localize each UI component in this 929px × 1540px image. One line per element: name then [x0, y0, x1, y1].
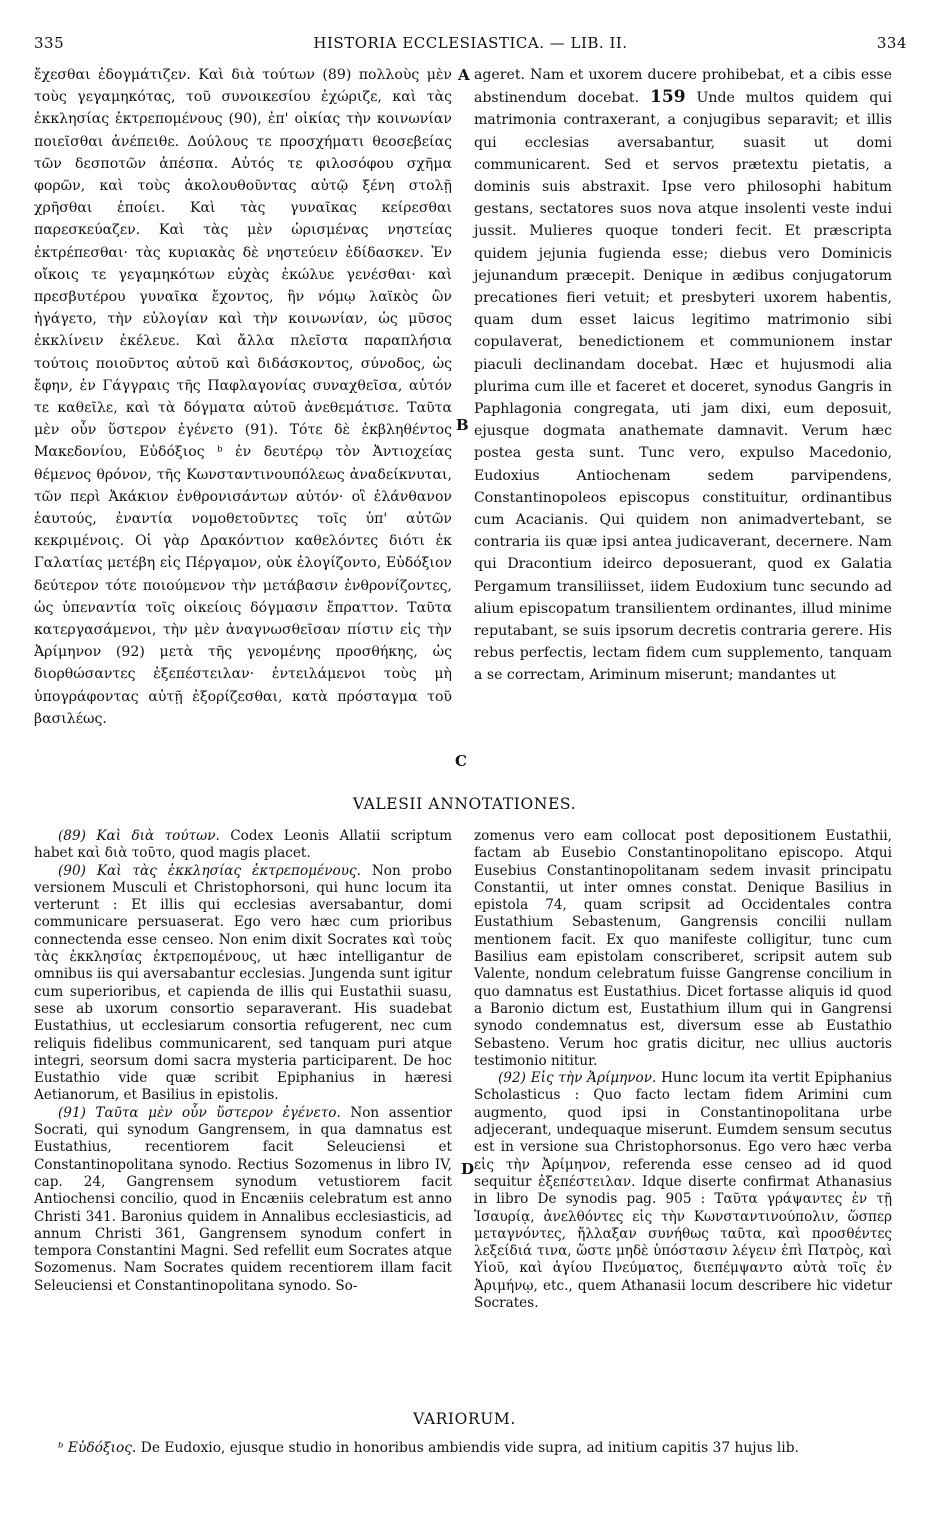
section-title-valesii: VALESII ANNOTATIONES.: [352, 795, 577, 813]
margin-marker-b: B: [456, 416, 469, 434]
greek-text-column: [34, 64, 452, 730]
margin-marker-a: A: [458, 66, 470, 84]
note-text: Non assentior Socrati, qui synodum Gangrensem, in qua damnatus est Eustathius, recentiorem facit Seleuciensi et Constantinopolitana synodo. Rectius Sozomenus in libro IV, cap. 24, Gangrensem synodum vetustiorem facit Antiochensi concilio, quod in Encæniis celebratum est anno Christi 341. Baronius quidem in Annalibus ecclesiasticis, ad annum Christi 361, Gangrensem synodum confert in tempora Constantini Magni. Sed refellit eum Socrates atque Sozomenus. Nam Socrates quidem recentiorem illam facit Seleuciensi et Constantinopolitana synodo. So-: [34, 1104, 452, 1294]
variorum-paragraph: [34, 1440, 892, 1458]
edition-page-number: 159: [650, 87, 686, 108]
variorum-text: De Eudoxio, ejusque studio in honoribus ambiendis vide supra, ad initium capitis 37 hujus lib.: [140, 1440, 799, 1456]
section-title-variorum: VARIORUM.: [413, 1410, 516, 1428]
notes-right-column: [474, 828, 892, 1312]
note-91: [34, 1105, 452, 1295]
note-lemma: (90) Καὶ τὰς ἐκκλησίας ἐκτρεπομένους.: [58, 862, 361, 879]
note-text: Codex Leonis Allatii scriptum habet καὶ διὰ τοῦτο, quod magis placet.: [34, 828, 452, 862]
latin-text-rest: Unde multos quidem qui matrimonia contraxerant, a conjugibus separavit; et illis qui ecclesias aversabantur, suasit ut domi communicarent. Sed et servos prætextu pietatis, a dominis suis abstraxit. Ipse vero philosophi habitum gestans, sectatores suos nova atque insolenti veste indui jussit. Mulieres quoque tonderi fecit. Et præscripta quidem jejunia fugienda esse; diebus vero Dominicis jejunandum præcepit. Denique in ædibus conjugatorum precationes fieri vetuit; et presbyteri uxorem habentis, quam dum esset laicus legitimo matrimonio sibi copulaverat, benedictionem et communionem instar piaculi declinandam docebat. Hæc et hujusmodi alia plurima cum ille et faceret et doceret, synodus Gangris in Paphlagonia congregata, uti jam dixi, eum deposuit, ejusque dogmata anathemate damnavit. Verum hæc postea gesta sunt. Tunc vero, expulso Macedonio, Eudoxius Antiochenam sedem parvipendens, Constantinopoleos episcopus constituitur, ordinantibus cum Acacianis. Qui quidem non animadvertebant, se contraria iis quæ ipsi antea judicaverant, decernere. Nam qui Dracontium ideirco deposuerant, quod ex Galatia Pergamum transiliisset, iidem Eudoxium tunc secundo ad alium episcopatum transilientem ordinantes, illud minime reputabant, se suis ipsorum decretis contraria gerere. His rebus perfectis, lectam fidem cum supplemento, tanquam a se correctam, Ariminum miserunt; mandantes ut: [474, 90, 892, 684]
note-90: [34, 863, 452, 1105]
note-lemma: (89) Καὶ διὰ τούτων.: [58, 828, 220, 844]
page-number-right: 334: [876, 34, 907, 52]
variorum-note: [34, 1440, 892, 1458]
margin-marker-d: D: [461, 1160, 475, 1178]
latin-text-start: ageret. Nam et uxorem ducere prohibebat, et a cibis esse abstinendum docebat.: [474, 67, 892, 107]
latin-text-column: [474, 64, 892, 687]
note-89: [34, 828, 452, 863]
note-91-continued: zomenus vero eam collocat post depositionem Eustathii, factam ab Eusebio Constantinopolitano episcopo. Atqui Eusebius Constantinopolitanam sedem invasit principatu Constantii, ut inter omnes constat. Denique Basilius in epistola 74, quam scripsit ad Occidentales contra Eustathium Sebastenum, Gangrensis concilii nullam mentionem facit. Ex quo manifeste colligitur, tunc cum Basilius eam epistolam conscriberet, scripsit autem sub Valente, nondum celebratum fuisse Gangrense concilium in quo damnatus est Eustathius. Dicet fortasse aliquis id quod a Baronio dictum est, Eustathium illum qui in Gangrensi synodo condemnatus est, diversum esse ab Eustathio Sebasteno. Verum hoc gratis dicitur, nec ullius auctoris testimonio nititur.: [474, 828, 892, 1069]
note-92: [474, 1070, 892, 1312]
margin-marker-c: C: [455, 752, 467, 770]
running-header: [34, 34, 907, 56]
variorum-lemma: ᵇ Εὐδόξιος.: [58, 1440, 137, 1456]
note-lemma: (92) Εἰς τὴν Ἀρίμηνον.: [498, 1070, 657, 1087]
page-number-left: 335: [34, 34, 65, 52]
notes-left-column: [34, 828, 452, 1295]
greek-paragraph: ἔχεσθαι ἐδογμάτιζεν. Καὶ διὰ τούτων (89) πολλοὺς μὲν τοὺς γεγαμηκότας, τοῦ συνοικεσίου ἐχώριζε, καὶ τὰς ἐκκλησίας ἐκτρεπομένους (90), ἐπ' οἰκίας τὴν κοινωνίαν ποιεῖσθαι ἀνέπειθε. Δούλους τε προσχήματι θεοσεβείας τῶν δεσποτῶν ἀπέσπα. Αὐτός τε φιλοσόφου σχῆμα φορῶν, καὶ τοὺς ἀκολουθοῦντας αὐτῷ ξένη στολῇ χρῆσθαι ἐποίει. Καὶ τὰς γυναῖκας κείρεσθαι παρεσκεύαζεν. Καὶ τὰς μὲν ὡρισμένας νηστείας ἐκτρέπεσθαι· τὰς κυριακὰς δὲ νηστεύειν ἐδίδασκεν. Ἐν οἴκοις τε γεγαμηκότων εὐχὰς ἐκώλυε γενέσθαι· καὶ πρεσβυτέρου γυναῖκα ἔχοντος, ἣν νόμῳ λαϊκὸς ὢν ἠγάγετο, τὴν εὐλογίαν καὶ τὴν κοινωνίαν, ὡς μῦσος ἐκκλίνειν ἐκέλευε. Καὶ ἄλλα πλεῖστα παραπλήσια τούτοις ποιοῦντος αὐτοῦ καὶ διδάσκοντος, σύνοδος, ὡς ἔφην, ἐν Γάγγραις τῆς Παφλαγονίας συναχθεῖσα, αὐτόν τε καθεῖλε, καὶ τὰ δόγματα αὐτοῦ ἀνεθεμάτισε. Ταῦτα μὲν οὖν ὕστερον ἐγένετο (91). Τότε δὲ ἐκβληθέντος Μακεδονίου, Εὐδόξιος ᵇ ἐν δευτέρῳ τὸν Ἀντιοχείας θέμενος θρόνον, τῆς Κωνσταντινουπόλεως ἀναδείκνυται, τῶν περὶ Ἀκάκιον ἐνθρονισάντων αὐτόν· οἳ ἐλάνθανον ἑαυτούς, ἐναντία νομοθετοῦντες τοῖς ὑπ' αὐτῶν κεκριμένοις. Οἱ γὰρ Δρακόντιον καθελόντες διότι ἐκ Γαλατίας μετέβη εἰς Πέργαμον, οὐκ ἐλογίζοντο, Εὐδόξιον δεύτερον τότε ποιούμενον τὴν μετάβασιν ἐνθρονίζοντες, ὡς ὑπεναντία τοῖς οἰκείοις δόγμασιν ἔπραττον. Ταῦτα κατεργασάμενοι, τὴν μὲν ἀναγνωσθεῖσαν πίστιν εἰς τὴν Ἀρίμηνον (92) μετὰ τῆς γενομένης προσθήκης, ὡς διορθώσαντες ἐξεπέστειλαν· ἐντειλάμενοι τοὺς μὴ ὑπογράφοντας αὐτῇ ἐξορίζεσθαι, κατὰ πρόσταγμα τοῦ βασιλέως.: [34, 67, 452, 727]
note-lemma: (91) Ταῦτα μὲν οὖν ὕστερον ἐγένετο.: [58, 1104, 341, 1121]
running-title: HISTORIA ECCLESIASTICA. — LIB. II.: [313, 34, 628, 52]
note-text: Hunc locum ita vertit Epiphanius Scholasticus : Quo facto lectam fidem Arimini cum augmento, quod ipsi in Constantinopolitana urbe adjecerant, undequaque miserunt. Eumdem sensum secutus est in versione sua Christophorsonus. Ego vero hæc verba εἰς τὴν Ἀρίμηνον, referenda esse censeo ad id quod sequitur ἐξεπέστειλαν. Idque diserte confirmat Athanasius in libro De synodis pag. 905 : Ταῦτα γράψαντες ἐν τῇ Ἰσαυρίᾳ, ἀνελθόντες εἰς τὴν Κωνσταντινούπολιν, ὥσπερ μεταγνόντες, ἤλλαξαν συνήθως ταῦτα, καὶ προσθέντες λεξείδιά τινα, ὥστε μηδὲ ὑπόστασιν λέγειν ἐπὶ Πατρὸς, καὶ Υἱοῦ, καὶ ἁγίου Πνεύματος, διεπέμψαντο αὐτὰ τοῖς ἐν Ἀριμήνῳ, etc., quem Athanasii locum describere hic videtur Socrates.: [474, 1070, 892, 1312]
latin-paragraph: [474, 64, 892, 687]
note-text: Non probo versionem Musculi et Christophorsoni, qui hunc locum ita verterunt : Et illis qui ecclesias aversabantur, domi communicare persuaserat. Ego vero hæc cum prioribus connectenda esse censeo. Non enim dixit Socrates καὶ τοὺς τὰς ἐκκλησίας ἐκτρεπομένους, ut hæc intelligantur de omnibus iis qui aversabantur ecclesias. Jungenda sunt igitur cum superioribus, et capienda de illis qui Eustathii suasu, sese ab uxorum consortio separaverant. His suadebat Eustathius, ut ecclesiarum consortia refugerent, nec cum reliquis fidelibus communicarent, sed tanquam puri atque integri, seorsum domi sacra mysteria participarent. De hoc Eustathio vide quæ scribit Epiphanius in hæresi Aetianorum, et Basilius in epistolis.: [34, 862, 452, 1104]
